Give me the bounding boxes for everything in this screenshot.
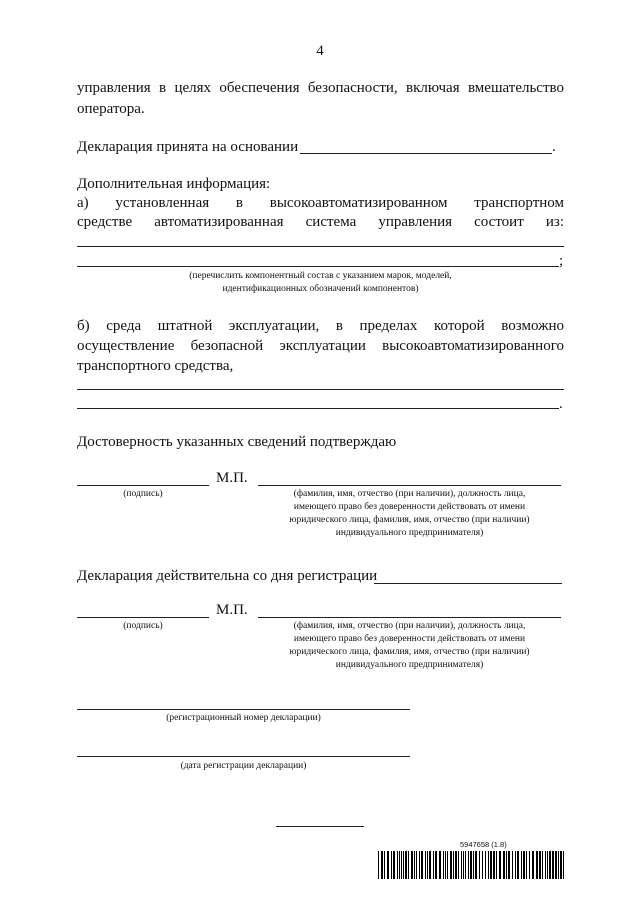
- item-b-line: б) среда штатной эксплуатации, в пределах которой возможно: [77, 318, 564, 334]
- name-hint: имеющего право без доверенности действовать от имени: [293, 502, 526, 512]
- name-hint: индивидуального предпринимателя): [335, 660, 484, 670]
- stamp-place-label: М.П.: [216, 602, 248, 618]
- item-a-field-line[interactable]: [77, 246, 564, 247]
- item-b-field-line[interactable]: [77, 408, 559, 409]
- basis-end: .: [552, 139, 556, 155]
- registration-date-line[interactable]: [77, 756, 410, 757]
- item-a-hint: идентификационных обозначений компонентов): [222, 284, 419, 294]
- basis-field-line[interactable]: [300, 153, 552, 154]
- bottom-divider: [276, 826, 364, 827]
- page-number: 4: [316, 43, 324, 59]
- item-a-line: средстве автоматизированная система управления состоит из:: [77, 214, 564, 230]
- additional-heading: Дополнительная информация:: [77, 176, 271, 192]
- registration-date-hint: (дата регистрации декларации): [180, 761, 307, 771]
- barcode-caption: 5947658 (1.8): [460, 840, 507, 849]
- registration-number-hint: (регистрационный номер декларации): [166, 713, 321, 723]
- signature-field-line[interactable]: [77, 617, 209, 618]
- validity-text: Декларация действительна со дня регистрации: [77, 568, 378, 584]
- registration-number-line[interactable]: [77, 709, 410, 710]
- item-a-line: а) установленная в высокоавтоматизированном транспортном: [77, 195, 564, 211]
- name-hint: (фамилия, имя, отчество (при наличии), должность лица,: [293, 621, 526, 631]
- item-b-line: транспортного средства,: [77, 358, 234, 374]
- paragraph-line: управления в целях обеспечения безопасности, включая вмешательство: [77, 80, 564, 96]
- item-a-end: ;: [559, 253, 564, 269]
- basis-label: Декларация принята на основании: [77, 139, 299, 155]
- item-b-field-line[interactable]: [77, 389, 564, 390]
- name-field-line[interactable]: [258, 617, 561, 618]
- item-a-hint: (перечислить компонентный состав с указанием марок, моделей,: [189, 271, 452, 281]
- item-a-field-line[interactable]: [77, 266, 559, 267]
- name-field-line[interactable]: [258, 485, 561, 486]
- name-hint: юридического лица, фамилия, имя, отчество (при наличии): [289, 647, 530, 657]
- signature-hint: (подпись): [123, 621, 163, 631]
- validity-field-line[interactable]: [374, 583, 562, 584]
- item-b-end: .: [559, 396, 563, 412]
- stamp-place-label: М.П.: [216, 470, 248, 486]
- item-b-line: осуществление безопасной эксплуатации высокоавтоматизированного: [77, 338, 564, 354]
- name-hint: индивидуального предпринимателя): [335, 528, 484, 538]
- paragraph-line: оператора.: [77, 101, 145, 117]
- name-hint: юридического лица, фамилия, имя, отчество (при наличии): [289, 515, 530, 525]
- name-hint: (фамилия, имя, отчество (при наличии), должность лица,: [293, 489, 526, 499]
- confirmation-text: Достоверность указанных сведений подтверждаю: [77, 434, 397, 450]
- name-hint: имеющего право без доверенности действовать от имени: [293, 634, 526, 644]
- barcode-icon: [378, 851, 564, 879]
- signature-field-line[interactable]: [77, 485, 209, 486]
- signature-hint: (подпись): [123, 489, 163, 499]
